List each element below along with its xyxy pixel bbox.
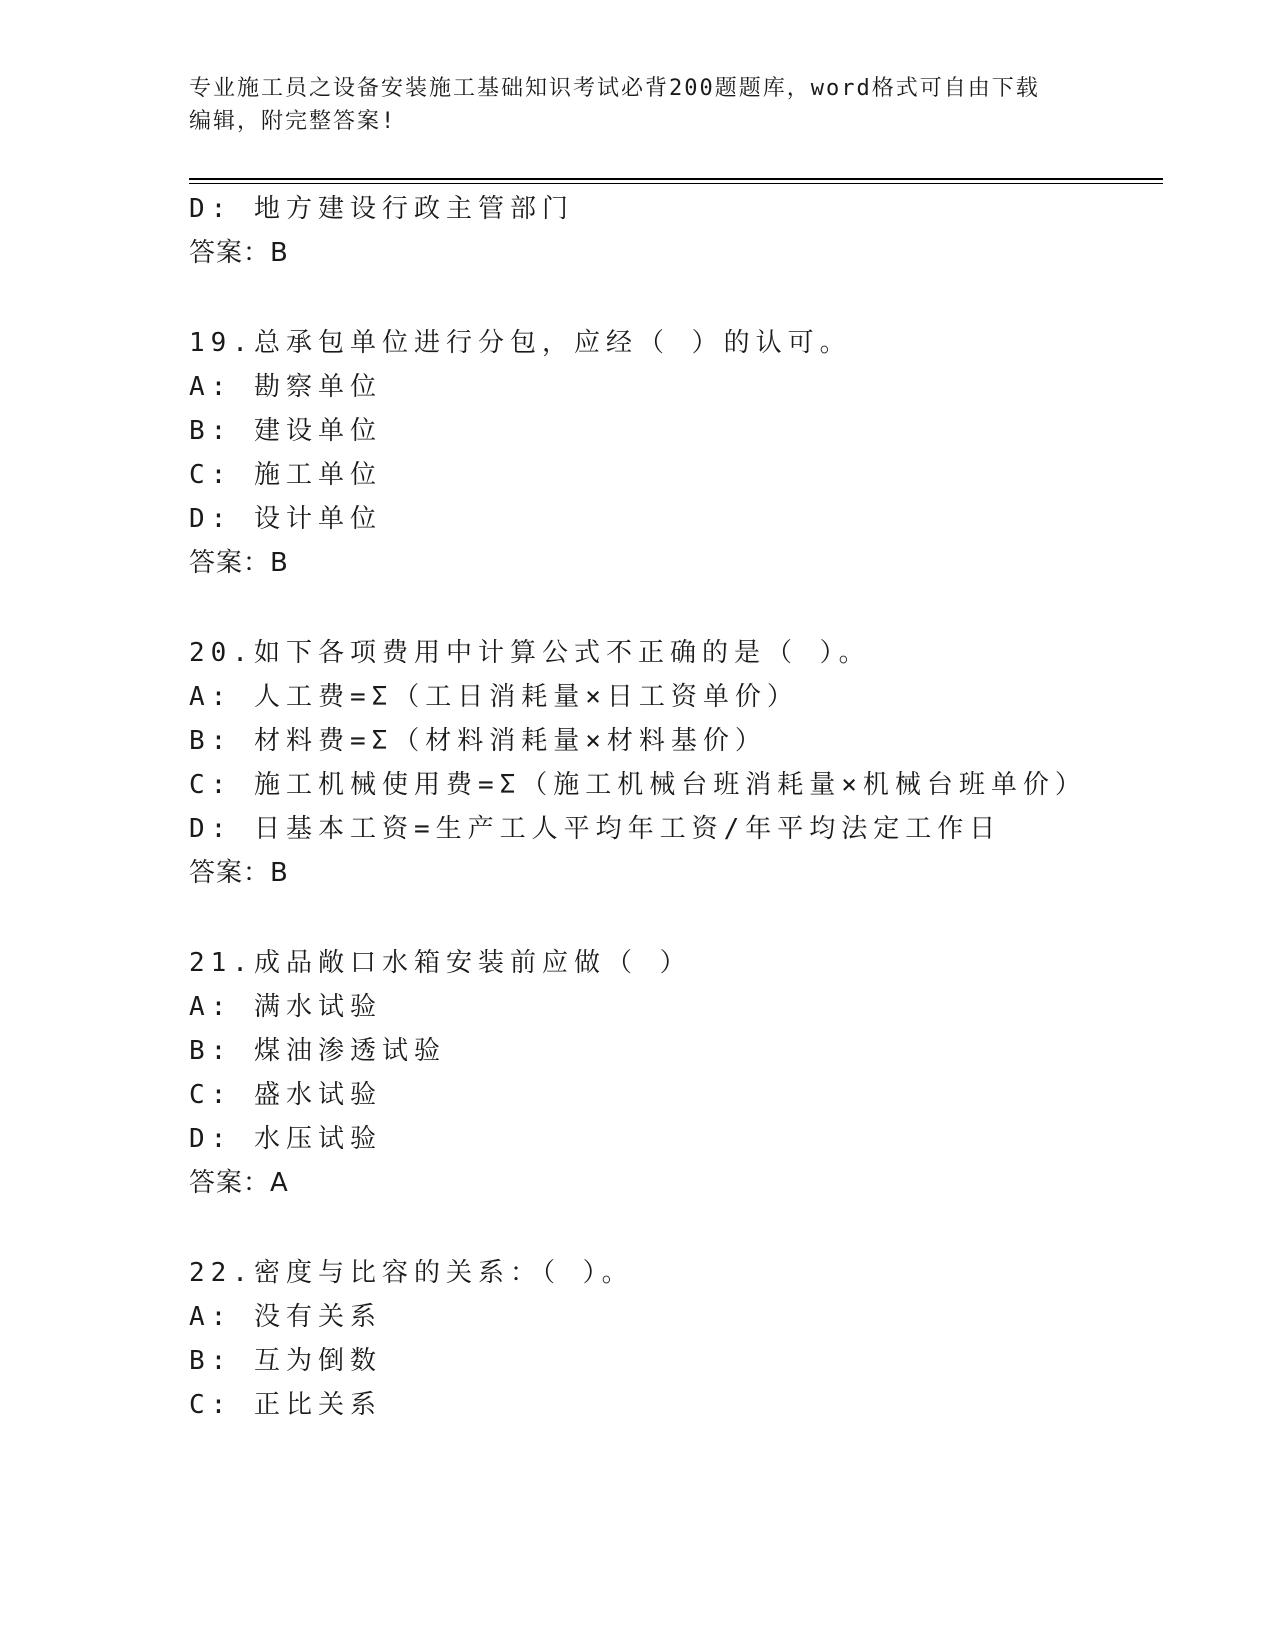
question-20-option-b: B: 材料费=Σ（材料消耗量×材料基价）: [189, 726, 767, 756]
question-21-option-d: D: 水压试验: [189, 1124, 382, 1154]
document-header: [189, 72, 1089, 138]
question-20-option-d: D: 日基本工资=生产工人平均年工资/年平均法定工作日: [189, 814, 1002, 844]
question-21-option-a: A: 满水试验: [189, 992, 382, 1022]
prev-option-d: D: 地方建设行政主管部门: [189, 194, 574, 224]
header-rule-thin: [189, 183, 1163, 184]
question-22-option-a: A: 没有关系: [189, 1302, 382, 1332]
question-19-option-c: C: 施工单位: [189, 460, 382, 490]
question-22-option-b: B: 互为倒数: [189, 1346, 382, 1376]
question-20-option-c: C: 施工机械使用费=Σ（施工机械台班消耗量×机械台班单价）: [189, 770, 1087, 800]
question-19-option-d: D: 设计单位: [189, 504, 382, 534]
question-21-stem: 21.成品敞口水箱安装前应做（ ）: [189, 948, 692, 978]
header-line-1: 专业施工员之设备安装施工基础知识考试必背200题题库，word格式可自由下载: [189, 76, 1040, 101]
question-19-option-b: B: 建设单位: [189, 416, 382, 446]
question-21-answer: 答案：A: [189, 1168, 289, 1198]
question-20-answer: 答案：B: [189, 858, 289, 888]
header-rule-thick: [189, 178, 1163, 180]
question-22-option-c: C: 正比关系: [189, 1390, 382, 1420]
question-19-option-a: A: 勘察单位: [189, 372, 382, 402]
question-21-option-b: B: 煤油渗透试验: [189, 1036, 446, 1066]
header-line-2: 编辑，附完整答案!: [189, 109, 397, 134]
question-21-option-c: C: 盛水试验: [189, 1080, 382, 1110]
question-19-answer: 答案：B: [189, 548, 289, 578]
question-19-stem: 19.总承包单位进行分包，应经（ ）的认可。: [189, 328, 852, 358]
prev-answer: 答案：B: [189, 238, 289, 268]
question-20-option-a: A: 人工费=Σ（工日消耗量×日工资单价）: [189, 682, 799, 712]
question-20-stem: 20.如下各项费用中计算公式不正确的是（ ）。: [189, 638, 871, 668]
question-22-stem: 22.密度与比容的关系：（ ）。: [189, 1258, 634, 1288]
